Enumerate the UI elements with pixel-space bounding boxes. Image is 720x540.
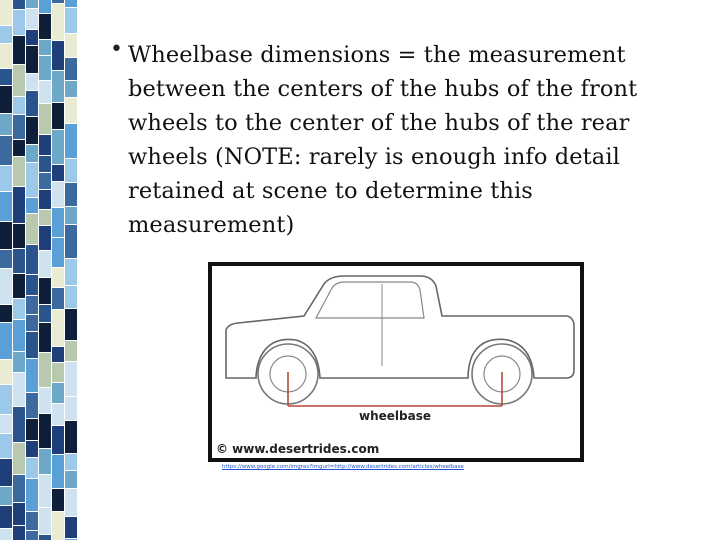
mosaic-tile <box>13 36 25 64</box>
mosaic-tile <box>0 487 12 505</box>
bullet-item <box>110 37 688 242</box>
mosaic-tile <box>52 41 64 70</box>
mosaic-tile <box>65 0 77 7</box>
mosaic-tile <box>26 198 38 213</box>
watermark-text: © www.desertrides.com <box>216 442 380 456</box>
mosaic-tile <box>65 34 77 57</box>
truck-diagram <box>212 266 580 458</box>
mosaic-tile <box>39 156 51 172</box>
mosaic-tile <box>39 104 51 134</box>
mosaic-tile <box>0 250 12 268</box>
mosaic-tile <box>39 353 51 387</box>
mosaic-tile <box>0 26 12 43</box>
mosaic-tile <box>26 512 38 530</box>
mosaic-tile <box>26 74 38 90</box>
mosaic-tile <box>26 0 38 8</box>
mosaic-tile <box>13 187 25 223</box>
mosaic-tile <box>52 238 64 267</box>
mosaic-tile <box>26 214 38 244</box>
mosaic-tile <box>26 458 38 478</box>
mosaic-tile <box>26 296 38 314</box>
mosaic-tile <box>52 103 64 129</box>
mosaic-tile <box>39 305 51 322</box>
mosaic-tile <box>65 341 77 361</box>
mosaic-tile <box>65 58 77 80</box>
mosaic-tile <box>13 224 25 248</box>
mosaic-tile <box>0 323 12 359</box>
mosaic-tile <box>39 40 51 55</box>
mosaic-tile <box>65 183 77 206</box>
image-source-link[interactable]: https://www.google.com/imgres?imgurl=http://www.desertrides.com/articles/wheelbase <box>222 464 464 470</box>
mosaic-tile <box>0 415 12 433</box>
mosaic-tile <box>13 97 25 114</box>
mosaic-tile <box>26 30 38 45</box>
mosaic-tile <box>26 275 38 295</box>
mosaic-tile <box>26 163 38 197</box>
mosaic-tile <box>39 388 51 413</box>
mosaic-tile <box>52 426 64 454</box>
mosaic-tile <box>39 226 51 250</box>
mosaic-tile <box>0 136 12 165</box>
mosaic-tile <box>0 459 12 486</box>
mosaic-tile <box>52 288 64 309</box>
mosaic-tile <box>39 81 51 103</box>
mosaic-tile <box>13 503 25 525</box>
bullet-marker: • <box>110 37 123 62</box>
mosaic-tile <box>26 359 38 392</box>
mosaic-tile <box>0 166 12 191</box>
mosaic-tile <box>13 115 25 139</box>
mosaic-tile <box>39 135 51 155</box>
mosaic-tile <box>0 44 12 68</box>
mosaic-tile <box>39 508 51 534</box>
mosaic-tile <box>26 479 38 511</box>
mosaic-tile <box>39 414 51 448</box>
decorative-mosaic-strip <box>0 0 78 540</box>
mosaic-tile <box>39 449 51 474</box>
mosaic-tile <box>13 443 25 474</box>
mosaic-tile <box>65 98 77 123</box>
mosaic-tile <box>52 310 64 346</box>
mosaic-tile <box>52 512 64 540</box>
mosaic-tile <box>26 393 38 418</box>
mosaic-tile <box>0 86 12 113</box>
mosaic-tile <box>13 157 25 186</box>
mosaic-tile <box>65 397 77 420</box>
mosaic-tile <box>13 299 25 319</box>
mosaic-tile <box>65 309 77 340</box>
mosaic-tile <box>39 475 51 507</box>
mosaic-tile <box>65 207 77 224</box>
mosaic-tile <box>0 434 12 458</box>
mosaic-tile <box>13 407 25 442</box>
mosaic-tile <box>65 259 77 285</box>
mosaic-tile <box>39 535 51 540</box>
mosaic-tile <box>52 455 64 488</box>
mosaic-tile <box>0 305 12 322</box>
mosaic-tile <box>26 531 38 540</box>
mosaic-tile <box>65 421 77 453</box>
wheelbase-diagram-image <box>208 262 584 462</box>
mosaic-tile <box>26 332 38 358</box>
mosaic-tile <box>39 14 51 39</box>
mosaic-tile <box>52 489 64 511</box>
mosaic-tile <box>52 347 64 362</box>
mosaic-tile <box>26 117 38 144</box>
mosaic-tile <box>26 441 38 457</box>
wheelbase-label: wheelbase <box>359 409 431 423</box>
truck-window-outline <box>316 282 424 318</box>
mosaic-tile <box>0 385 12 414</box>
mosaic-tile <box>39 323 51 352</box>
mosaic-tile <box>0 192 12 221</box>
mosaic-tile <box>26 46 38 73</box>
mosaic-tile <box>39 210 51 225</box>
mosaic-tile <box>13 65 25 96</box>
mosaic-tile <box>0 222 12 249</box>
mosaic-tile <box>13 249 25 273</box>
mosaic-tile <box>52 4 64 40</box>
mosaic-tile <box>65 362 77 396</box>
mosaic-tile <box>0 114 12 135</box>
mosaic-tile <box>39 173 51 189</box>
mosaic-tile <box>26 145 38 162</box>
mosaic-tile <box>26 245 38 274</box>
mosaic-tile <box>39 278 51 304</box>
mosaic-tile <box>26 419 38 440</box>
mosaic-tile <box>65 124 77 158</box>
mosaic-tile <box>52 363 64 382</box>
mosaic-tile <box>13 10 25 35</box>
mosaic-tile <box>52 165 64 181</box>
mosaic-tile <box>26 315 38 331</box>
mosaic-tile <box>65 159 77 182</box>
mosaic-tile <box>0 0 12 25</box>
mosaic-tile <box>65 471 77 488</box>
mosaic-tile <box>13 0 25 9</box>
mosaic-tile <box>13 140 25 156</box>
mosaic-tile <box>52 0 64 3</box>
mosaic-tile <box>0 506 12 528</box>
mosaic-tile <box>0 360 12 384</box>
mosaic-tile <box>13 274 25 298</box>
mosaic-tile <box>52 268 64 287</box>
mosaic-tile <box>52 208 64 237</box>
mosaic-tile <box>0 529 12 540</box>
mosaic-tile <box>65 225 77 258</box>
mosaic-tile <box>52 130 64 164</box>
mosaic-tile <box>13 320 25 351</box>
mosaic-tile <box>52 182 64 207</box>
mosaic-tile <box>26 9 38 29</box>
mosaic-tile <box>52 71 64 102</box>
mosaic-tile <box>52 404 64 425</box>
mosaic-tile <box>65 286 77 308</box>
mosaic-tile <box>65 517 77 538</box>
bullet-text: Wheelbase dimensions = the measurement between the centers of the hubs of the front wheels to the center of the hubs of the rear wheels (NOTE: rarely is enough info detail retained at scene to determine this measurement) <box>128 42 638 238</box>
mosaic-tile <box>39 56 51 80</box>
mosaic-tile <box>13 373 25 406</box>
mosaic-tile <box>52 383 64 403</box>
mosaic-tile <box>39 251 51 277</box>
mosaic-tile <box>39 0 51 13</box>
mosaic-tile <box>0 69 12 85</box>
mosaic-tile <box>13 475 25 502</box>
mosaic-tile <box>26 91 38 116</box>
mosaic-tile <box>13 526 25 540</box>
mosaic-tile <box>65 454 77 470</box>
mosaic-tile <box>13 352 25 372</box>
mosaic-tile <box>65 81 77 97</box>
mosaic-tile <box>65 8 77 33</box>
mosaic-tile <box>0 269 12 304</box>
mosaic-tile <box>65 489 77 516</box>
mosaic-tile <box>39 190 51 209</box>
